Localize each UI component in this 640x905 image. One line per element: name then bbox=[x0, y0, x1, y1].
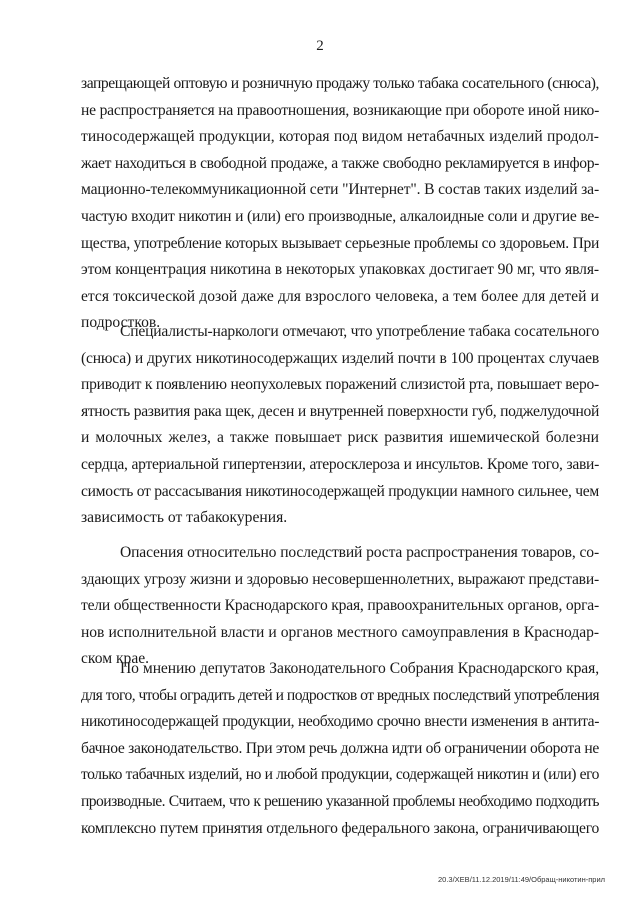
paragraph-line: только табачных изделий, но и любой продукции, содержащей никотин и (или) его bbox=[81, 766, 599, 784]
paragraph-line: ятность развития рака щек, десен и внутренней поверхности губ, поджелудочной bbox=[81, 402, 599, 420]
paragraph-line: мационно-телекоммуникационной сети "Интернет". В состав таких изделий за- bbox=[81, 181, 599, 199]
paragraph-line: симость от рассасывания никотиносодержащей продукции намного сильнее, чем bbox=[81, 482, 599, 500]
paragraph-line: ском крае. bbox=[81, 650, 150, 668]
paragraph-line: ется токсической дозой даже для взрослого человека, а тем более для детей и bbox=[81, 287, 599, 305]
paragraph-line: комплексно путем принятия отдельного федерального закона, ограничивающего bbox=[81, 819, 599, 837]
paragraph-4 bbox=[81, 656, 599, 842]
paragraph-line: приводит к появлению неопухолевых поражений слизистой рта, повышает веро- bbox=[81, 376, 599, 394]
paragraph-line: щества, употребление которых вызывает серьезные проблемы со здоровьем. При bbox=[81, 234, 599, 252]
paragraph-line: Опасения относительно последствий роста распространения товаров, со- bbox=[120, 544, 599, 561]
paragraph-line: и молочных желез, а также повышает риск развития ишемической болезни bbox=[81, 429, 599, 447]
page-number: 2 bbox=[316, 38, 324, 54]
paragraph-line: сердца, артериальной гипертензии, атеросклероза и инсультов. Кроме того, зави- bbox=[81, 455, 599, 473]
paragraph-line: (снюса) и других никотиносодержащих изделий почти в 100 процентах случаев bbox=[81, 349, 599, 367]
paragraph-line: частую входит никотин и (или) его производные, алкалоидные соли и другие ве- bbox=[81, 207, 599, 225]
paragraph-3 bbox=[81, 540, 599, 673]
paragraph-line: запрещающей оптовую и розничную продажу только табака сосательного (снюса), bbox=[81, 75, 599, 92]
paragraph-line: производные. Считаем, что к решению указанной проблемы необходимо подходить bbox=[81, 792, 599, 810]
paragraph-line: не распространяется на правоотношения, возникающие при обороте иной нико- bbox=[81, 101, 600, 119]
paragraph-line: нов исполнительной власти и органов местного самоуправления в Краснодар- bbox=[81, 623, 599, 641]
paragraph-line: зависимость от табакокурения. bbox=[81, 509, 288, 527]
paragraph-line: здающих угрозу жизни и здоровью несовершеннолетних, выражают представи- bbox=[81, 570, 599, 588]
paragraph-line: тели общественности Краснодарского края, правоохранительных органов, орга- bbox=[81, 597, 599, 615]
paragraph-line: бачное законодательство. При этом речь должна идти об ограничении оборота не bbox=[81, 739, 600, 757]
paragraph-2 bbox=[81, 319, 599, 532]
paragraph-line: По мнению депутатов Законодательного Собрания Краснодарского края, bbox=[120, 660, 599, 677]
footer-file-stamp: 20.3/ХЕВ/11.12.2019/11:49/Обращ-никотин-прил bbox=[438, 875, 606, 884]
paragraph-line: подростков. bbox=[81, 314, 161, 332]
paragraph-line: для того, чтобы оградить детей и подростков от вредных последствий употребления bbox=[81, 686, 599, 704]
paragraph-1 bbox=[81, 71, 599, 337]
paragraph-line: тиносодержащей продукции, которая под видом нетабачных изделий продол- bbox=[81, 128, 599, 146]
paragraph-line: этом концентрация никотина в некоторых упаковках достигает 90 мг, что явля- bbox=[81, 261, 599, 279]
paragraph-line: жает находиться в свободной продаже, а также свободно рекламируется в инфор- bbox=[81, 154, 599, 172]
paragraph-line: никотиносодержащей продукции, необходимо срочно внести изменения в антита- bbox=[81, 713, 599, 731]
paragraph-line: Специалисты-наркологи отмечают, что употребление табака сосательного bbox=[120, 323, 600, 340]
